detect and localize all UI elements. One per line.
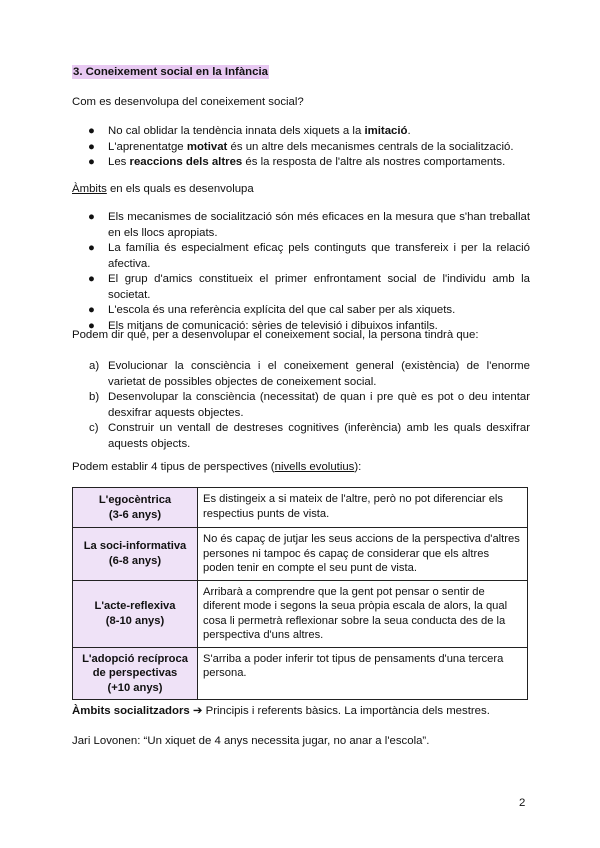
lettered-list: [72, 359, 530, 452]
perspectives-table: [72, 487, 528, 700]
socializers-paragraph: Àmbits socialitzadors ➔ Principis i referents bàsics. La importància dels mestres.: [72, 705, 490, 717]
bullet-icon: ●: [88, 273, 95, 285]
perspective-description: S'arriba a poder inferir tot tipus de pensaments d'una tercera persona.: [198, 647, 528, 700]
bullet-list-mechanisms: [72, 124, 530, 171]
intro-paragraph: Podem dir que, per a desenvolupar el coneixement social, la persona tindrà que:: [72, 329, 479, 341]
list-item: ● La família és especialment eficaç pels continguts que transfereix i per la relació afectiva.: [88, 242, 530, 270]
bullet-list-ambits: [72, 210, 530, 334]
perspective-description: Arribarà a comprendre que la gent pot pensar o sentir de diferent mode i segons la seua pròpia escala de alors, la qual cosa li permetrà reflexionar sobre la seua conducta des de la perspectiva d'uns altres.: [198, 580, 528, 647]
list-item: a) Evolucionar la consciència i el coneixement general (existència) de l'enorme varietat de possibles objectes de coneixement social.: [89, 360, 530, 388]
list-item: ● Les reaccions dels altres és la resposta de l'altre als nostres comportaments.: [72, 155, 530, 171]
list-item: ● L'escola és una referència explícita del que cal saber per als xiquets.: [72, 303, 530, 319]
perspective-label: L'egocèntrica (3-6 anys): [73, 488, 198, 528]
page-number: 2: [519, 797, 526, 809]
perspective-description: Es distingeix a si mateix de l'altre, però no pot diferenciar els respectius punts de vista.: [198, 488, 528, 528]
table-row: [73, 580, 528, 647]
arrow-right-icon: ➔: [192, 705, 203, 717]
list-item: ● No cal oblidar la tendència innata dels xiquets a la imitació.: [72, 124, 530, 140]
bullet-icon: ●: [88, 242, 95, 254]
bullet-icon: ●: [88, 319, 95, 332]
bullet-icon: ●: [88, 140, 95, 153]
list-item: b) Desenvolupar la consciència (necessitat) de quan i pre què es pot o deu intentar desxifrar aquests objectes.: [89, 391, 530, 419]
table-row: [73, 647, 528, 700]
list-item: c) Construir un ventall de destreses cognitives (inferència) amb les quals desxifrar aquests objects.: [89, 422, 530, 450]
table-row: [73, 528, 528, 581]
bullet-icon: ●: [88, 304, 95, 316]
perspective-label: L'adopció recíproca de perspectivas (+10 anys): [73, 647, 198, 700]
section-title: 3. Coneixement social en la Infància: [73, 66, 268, 78]
ambits-heading: Àmbits en els quals es desenvolupa: [72, 183, 254, 195]
perspective-label: L'acte-reflexiva (8-10 anys): [73, 580, 198, 647]
quote-paragraph: Jari Lovonen: “Un xiquet de 4 anys necessita jugar, no anar a l'escola”.: [72, 735, 430, 747]
perspective-label: La soci-informativa (6-8 anys): [73, 528, 198, 581]
list-item: ● Els mecanismes de socialització són més eficaces en la mesura que s'han treballat en els llocs apropiats.: [88, 211, 530, 239]
bullet-icon: ●: [88, 156, 95, 168]
bullet-icon: ●: [88, 125, 95, 137]
table-row: [73, 488, 528, 528]
perspective-description: No és capaç de jutjar les seus accions de la perspectiva d'altres persones ni tampoc és capaç de considerar que els altres poden tenir en compte el seu punt de vista.: [198, 528, 528, 581]
list-item: ● L'aprenentatge motivat és un altre dels mecanismes centrals de la socialització.: [72, 140, 530, 156]
list-item: ● El grup d'amics constitueix el primer enfrontament social de l'individu amb la societat.: [88, 273, 530, 301]
list-item: ● Els mitjans de comunicació: sèries de televisió i dibuixos infantils.: [72, 319, 530, 335]
perspectives-intro: Podem establir 4 tipus de perspectives (nivells evolutius):: [72, 461, 362, 473]
bullet-icon: ●: [88, 211, 95, 223]
question-paragraph: Com es desenvolupa del coneixement social?: [72, 96, 304, 108]
